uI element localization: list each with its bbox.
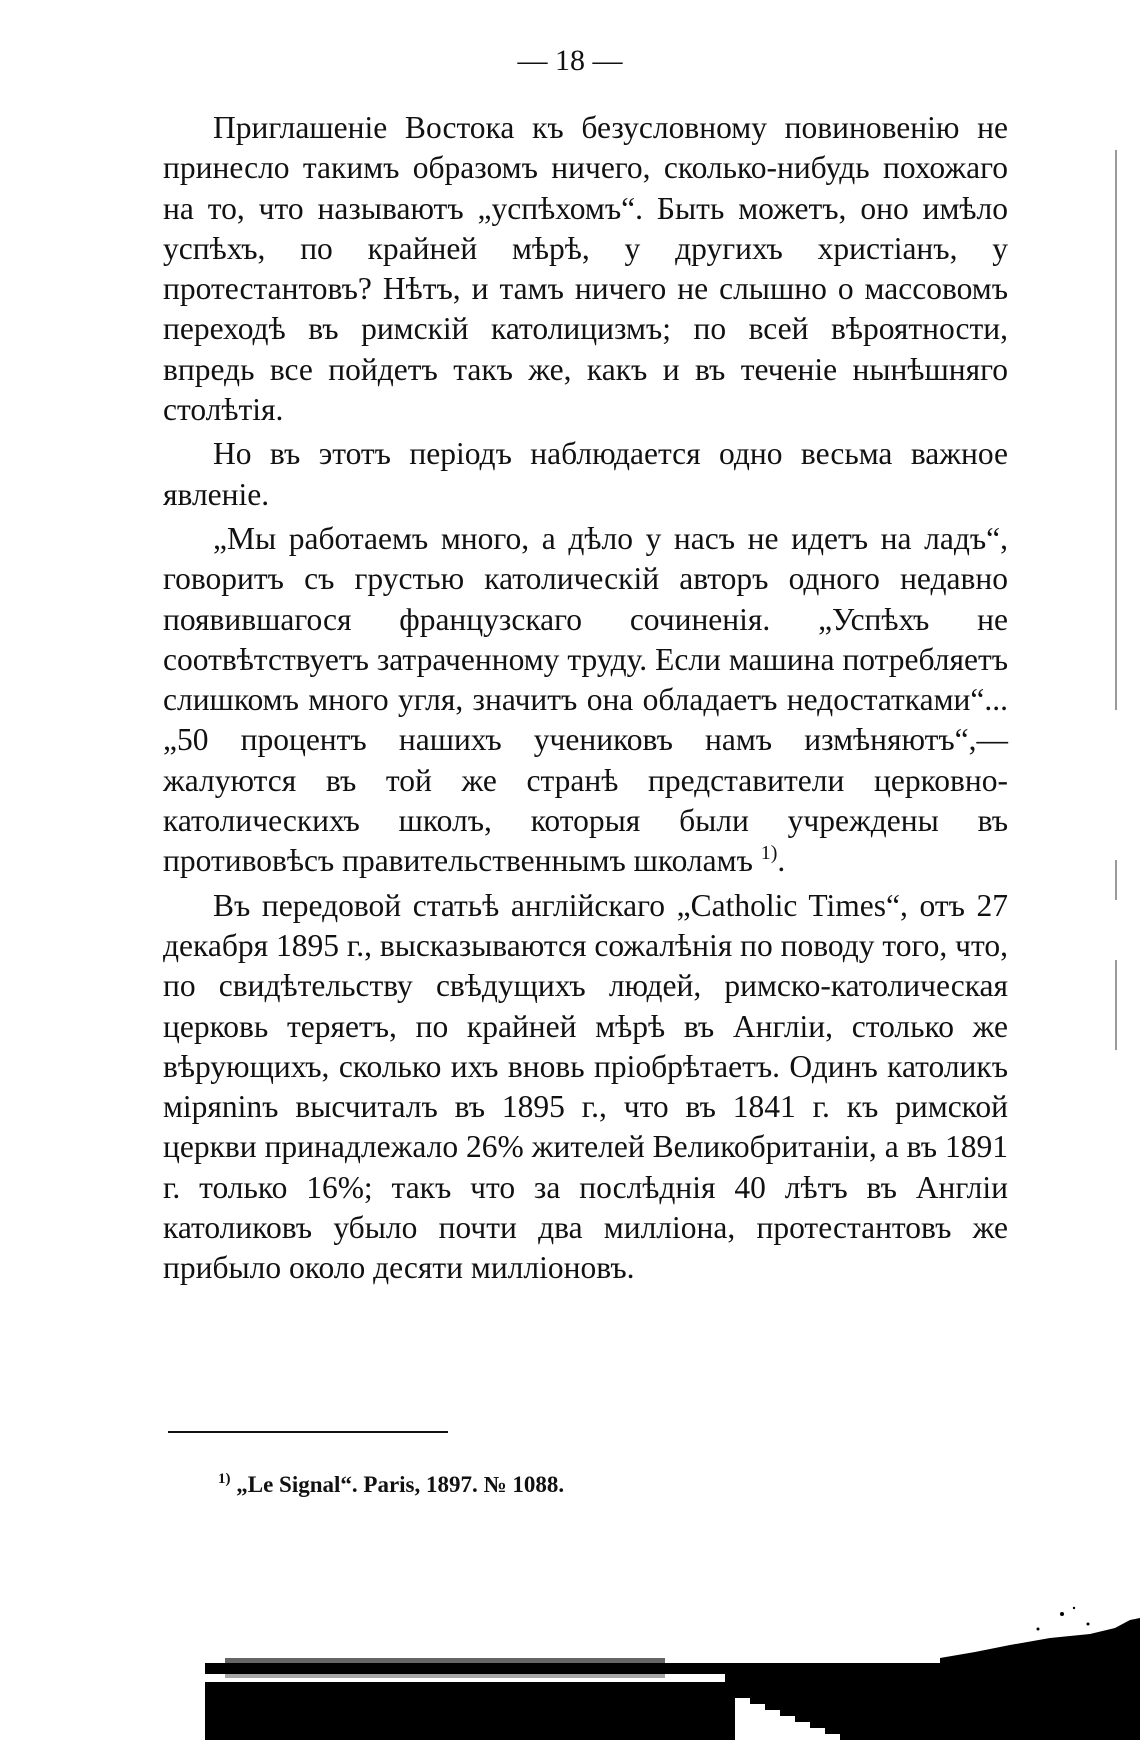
scan-margin-line <box>1115 150 1117 710</box>
scan-speck <box>1087 1623 1090 1626</box>
footnote <box>218 1472 564 1498</box>
footnote-marker: 1) <box>218 1471 231 1487</box>
paragraph-1: Приглашеніе Востока къ безусловному повиновенію не принесло такимъ образомъ ничего, сколько-нибудь похожаго на то, что называютъ „успѣхомъ“. Быть можетъ, оно имѣло успѣхъ, по крайней мѣрѣ, у другихъ христіанъ, у протестантовъ? Нѣтъ, и тамъ ничего не слышно о массовомъ переходѣ въ римскій католицизмъ; по всей вѣроятности, впредь все пойдетъ такъ же, какъ и въ теченіе нынѣшняго столѣтія. <box>163 110 1008 428</box>
paragraph-2: Но въ этотъ періодъ наблюдается одно весьма важное явленіе. <box>163 436 1008 512</box>
scan-dark-band <box>225 1674 665 1678</box>
scan-speck <box>1073 1607 1075 1609</box>
scan-dark-band <box>225 1658 665 1663</box>
footnote-reference[interactable]: 1) <box>760 842 778 865</box>
paragraph-3-closing: . <box>777 843 786 879</box>
paragraph-3-text: „Мы работаемъ много, а дѣло у насъ не идетъ на ладъ“, говоритъ съ грустью католическій авторъ одного недавно появившагося французскаго сочиненія. „Успѣхъ не соотвѣтствуетъ затраченному труду. Если машина потребляетъ слишкомъ много угля, значитъ она обладаетъ недостатками“... „50 процентъ нашихъ учениковъ намъ измѣняютъ“,—жалуются въ той же странѣ представители церковно-католическихъ школъ, которыя были учреждены въ противовѣсъ правительственнымъ школамъ <box>163 520 1008 879</box>
footnote-separator <box>168 1431 448 1433</box>
footnote-text: „Le Signal“. Paris, 1897. № 1088. <box>236 1472 565 1497</box>
scan-edge-artifact <box>0 1600 1140 1740</box>
scan-dark-wedge <box>940 1618 1140 1674</box>
scan-margin-line <box>1115 860 1117 900</box>
scan-speck <box>1060 1612 1064 1616</box>
scan-dark-block <box>205 1674 1140 1740</box>
paragraph-4: Въ передовой статьѣ англійскаго „Catholic Times“, отъ 27 декабря 1895 г., высказываются сожалѣнія по поводу того, что, по свидѣтельству свѣдущихъ людей, римско-католическая церковь теряетъ, по крайней мѣрѣ въ Англіи, столько же вѣрующихъ, сколько ихъ вновь пріобрѣтаетъ. Одинъ католикъ міряninъ высчиталъ въ 1895 г., что въ 1841 г. къ римской церкви принадлежало 26% жителей Великобританіи, а въ 1891 г. только 16%; такъ что за послѣднія 40 лѣтъ въ Англіи католиковъ убыло почти два милліона, протестантовъ же прибыло около десяти милліоновъ. <box>163 887 1008 1286</box>
scan-speck <box>1037 1628 1040 1631</box>
page-number: — 18 — <box>517 44 623 77</box>
paragraph-3 <box>163 519 1008 882</box>
body-text <box>163 108 1008 1289</box>
scan-margin-line <box>1115 960 1117 1050</box>
